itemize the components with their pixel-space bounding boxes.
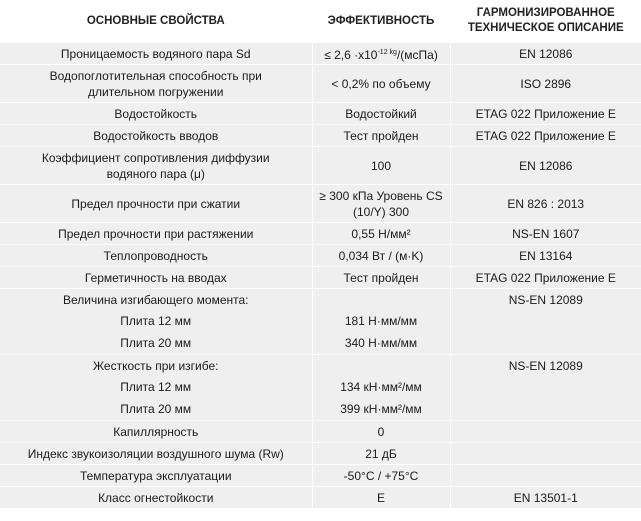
property-line2: длительном погружении [88,84,224,99]
value-cell [312,289,450,355]
table-row-inlet-water-resistance [0,125,641,147]
property-cell [0,147,312,185]
plate-20-value: 399 кН·мм²/мм [340,402,422,416]
property-cell: Класс огнестойкости [0,487,312,509]
standard-cell: NS-EN 1607 [450,223,641,245]
value-cell [312,355,450,421]
header-standard-line2: ТЕХНИЧЕСКОЕ ОПИСАНИЕ [467,22,624,34]
property-cell: Температура эксплуатации [0,465,312,487]
header-performance: ЭФФЕКТИВНОСТЬ [312,0,450,43]
property-line1: Коэффициент сопротивления диффузии [41,150,270,165]
standard-cell: EN 13164 [450,245,641,267]
standard-cell: EN 12086 [450,147,641,185]
standard-cell [450,421,641,443]
value-cell: < 0,2% по объему [312,65,450,103]
standard-cell: ETAG 022 Приложение E [450,103,641,125]
table-row-water-resistance [0,103,641,125]
value-cell: E [312,487,450,509]
value-cell: Тест пройден [312,267,450,289]
header-properties: ОСНОВНЫЕ СВОЙСТВА [0,0,312,43]
header-row [0,0,641,43]
table-row-tensile-strength [0,223,641,245]
value-prefix: ≤ 2,6 ·x10 [324,47,378,62]
table-row-operating-temperature [0,465,641,487]
property-cell: Герметичность на вводах [0,267,312,289]
plate-12-label: Плита 12 мм [120,380,192,394]
property-heading: Жесткость при изгибе: [93,359,219,373]
standard-cell: ISO 2896 [450,65,641,103]
property-cell: Предел прочности при сжатии [0,185,312,223]
standard-cell: NS-EN 12089 [450,355,641,421]
plate-12-value: 134 кН·мм²/мм [340,380,422,394]
property-cell [0,65,312,103]
spacer [317,292,446,310]
header-standard-line1: ГАРМОНИЗИРОВАННОЕ [476,7,615,19]
standard-cell [450,465,641,487]
table-row-bending-moment [0,289,641,355]
table-row-capillarity [0,421,641,443]
table-row-inlet-tightness [0,267,641,289]
property-cell: Водостойкость [0,103,312,125]
plate-20-label: Плита 20 мм [120,336,192,350]
value-suffix: /(мсПа) [396,47,438,62]
plate-12-value: 181 Н·мм/мм [344,314,418,328]
header-standard [450,0,641,43]
value-superscript: -12 kg [377,48,397,56]
standard-cell: EN 12086 [450,43,641,65]
property-cell: Теплопроводность [0,245,312,267]
value-cell: Водостойкий [312,103,450,125]
standard-cell: NS-EN 12089 [450,289,641,355]
table-row-water-absorption [0,65,641,103]
value-cell: 0,55 Н/мм² [312,223,450,245]
property-cell: Капиллярность [0,421,312,443]
spacer [317,358,446,376]
table-row-thermal-conductivity [0,245,641,267]
table-row-compressive-strength [0,185,641,223]
property-cell: Предел прочности при растяжении [0,223,312,245]
property-line1: Водопоглотительная способность при [49,68,262,83]
table-row-permeability [0,43,641,65]
standard-cell: ETAG 022 Приложение E [450,267,641,289]
value-cell: 21 дБ [312,443,450,465]
property-cell: Водостойкость вводов [0,125,312,147]
value-cell: -50°C / +75°C [312,465,450,487]
standard-cell: EN 13501-1 [450,487,641,509]
table-row-diffusion-coefficient [0,147,641,185]
plate-20-value: 340 Н·мм/мм [344,336,418,350]
value-line1: ≥ 300 кПа Уровень CS [319,188,443,203]
value-cell: Тест пройден [312,125,450,147]
property-heading: Величина изгибающего момента: [62,293,249,307]
standard-cell: ETAG 022 Приложение E [450,125,641,147]
standard-cell: EN 826 : 2013 [450,185,641,223]
value-line2: (10/Y) 300 [352,204,410,219]
standard-cell [450,443,641,465]
value-cell [312,185,450,223]
property-cell [0,289,312,355]
value-cell: 0 [312,421,450,443]
table-row-fire-class [0,487,641,509]
property-cell: Индекс звукоизоляции воздушного шума (Rw) [0,443,312,465]
property-line2: водяного пара (μ) [106,166,205,181]
property-cell [0,355,312,421]
plate-20-label: Плита 20 мм [120,402,192,416]
value-cell: 0,034 Вт / (м·K) [312,245,450,267]
table-row-sound-insulation [0,443,641,465]
property-cell: Проницаемость водяного пара Sd [0,43,312,65]
table-row-bending-stiffness [0,355,641,421]
value-cell: 100 [312,147,450,185]
plate-12-label: Плита 12 мм [120,314,192,328]
value-cell [312,43,450,65]
